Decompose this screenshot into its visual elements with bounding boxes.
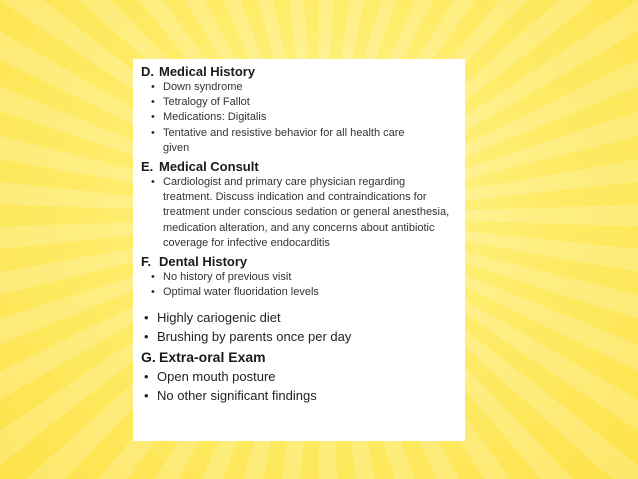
section-letter: D. [141, 64, 154, 79]
section-letter: E. [141, 159, 154, 175]
bullet-list [141, 270, 457, 300]
list-item: • Tetralogy of Fallot [151, 95, 457, 110]
bullet-list-large [141, 308, 457, 346]
list-item: • Medications: Digitalis [151, 110, 457, 125]
section-title: Medical History [159, 64, 256, 79]
list-item: • Brushing by parents once per day [144, 327, 457, 346]
section-heading [141, 63, 457, 80]
list-item: • Down syndrome [151, 80, 457, 95]
list-item: • Open mouth posture [144, 367, 457, 386]
section-title: Medical Consult [159, 159, 259, 175]
section-medical-history [141, 63, 457, 156]
list-item: • Highly cariogenic diet [144, 308, 457, 327]
bullet-list-large [141, 367, 457, 405]
list-item: • Cardiologist and primary care physician regarding treatment. Discuss indication and contraindications for treatment under conscious sedation or general anesthesia, medication alteration, and any concerns about antibiotic coverage for infective endocarditis [151, 175, 451, 251]
list-item: • Optimal water fluoridation levels [151, 285, 457, 300]
section-heading [141, 253, 457, 270]
bullet-list [141, 175, 457, 251]
document-card [133, 59, 465, 441]
section-heading [141, 348, 457, 367]
list-item: • No history of previous visit [151, 270, 457, 285]
section-medical-consult [141, 158, 457, 251]
section-dental-history [141, 253, 457, 346]
section-letter: F. [141, 254, 152, 270]
list-item: • Tentative and resistive behavior for all health care given [151, 126, 433, 156]
section-title: Dental History [159, 254, 248, 270]
list-item: • No other significant findings [144, 386, 457, 405]
section-heading [141, 158, 457, 175]
section-extra-oral-exam [141, 348, 457, 405]
section-letter: G. [141, 349, 156, 366]
bullet-list [141, 80, 457, 156]
section-title: Extra-oral Exam [159, 349, 266, 366]
